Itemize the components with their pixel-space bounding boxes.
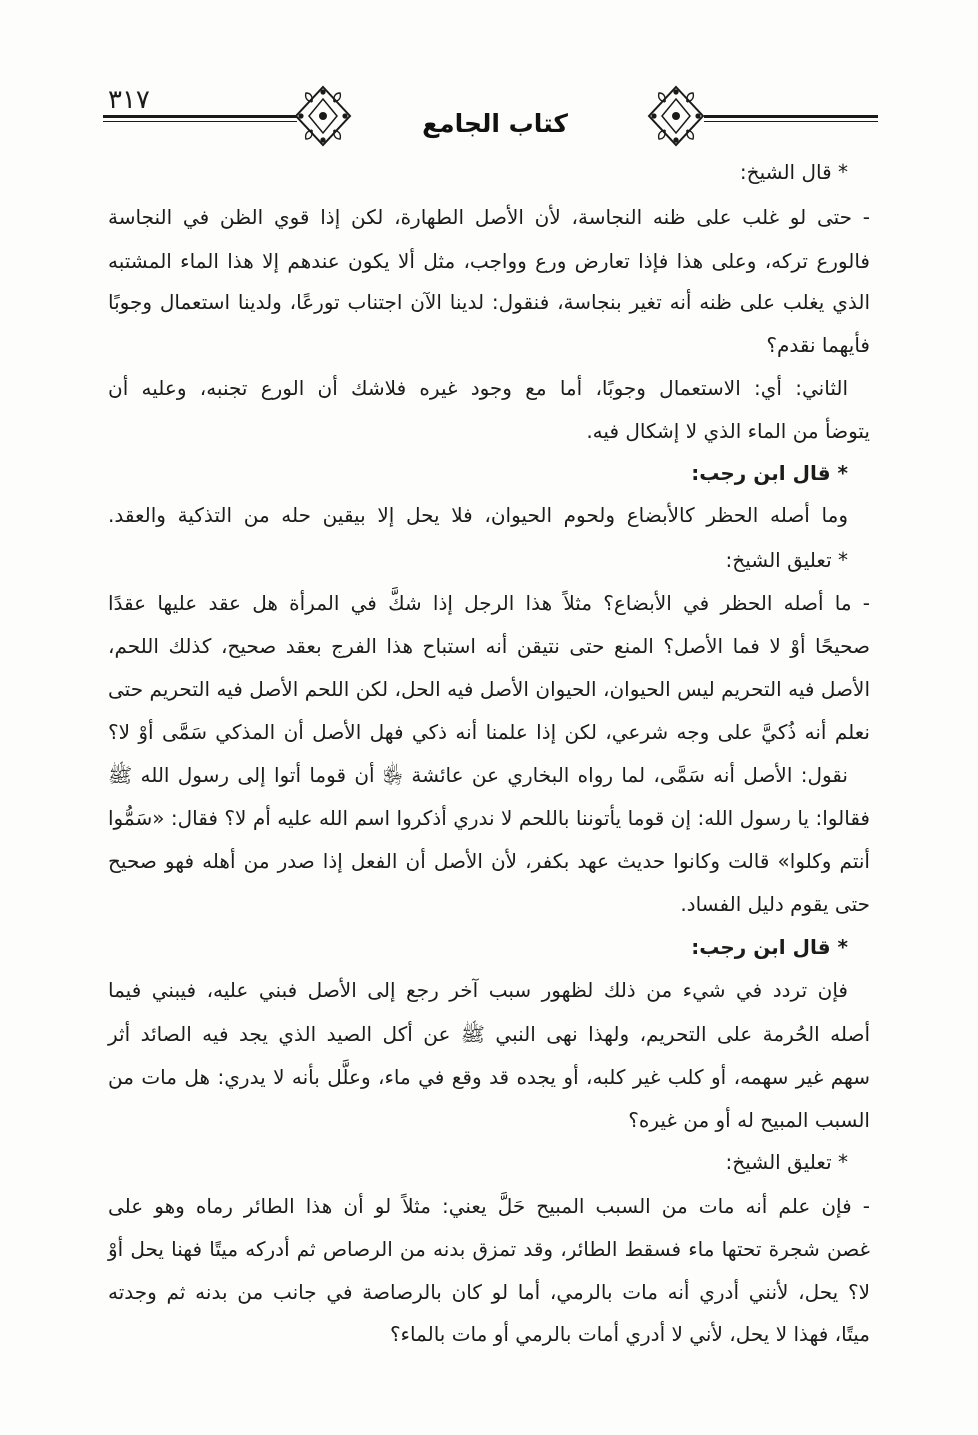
text-line: السبب المبيح له أو من غيره؟ bbox=[628, 1108, 870, 1132]
text-line: صحيحًا أوْ لا فما الأصل؟ المنع حتى نتيقن أنه استباح هذا الفرج بعقد صحيح، كذلك اللحم، bbox=[108, 634, 870, 658]
text-line: يتوضأ من الماء الذي لا إشكال فيه. bbox=[586, 419, 870, 443]
text-line: أصله الحُرمة على التحريم، ولهذا نهى النبي ﷺ عن أكل الصيد الذي يجد فيه الصائد أثر bbox=[108, 1022, 870, 1046]
header-rule-right-thin bbox=[704, 121, 878, 122]
section-heading: * تعليق الشيخ: bbox=[725, 548, 848, 572]
text-line: فقالوا: يا رسول الله: إن قوما يأتوننا باللحم لا ندري أذكروا اسم الله عليه أم لا؟ فقال: «سَمُّوا bbox=[108, 806, 870, 830]
text-line: فإن تردد في شيء من ذلك لظهور سبب آخر رجع إلى الأصل فبني عليه، فيبني فيما bbox=[108, 978, 848, 1002]
section-heading: * قال ابن رجب: bbox=[691, 935, 848, 959]
text-line: - ما أصله الحظر في الأبضاع؟ مثلاً هذا الرجل إذا شكَّ في المرأة هل عقد عليها عقدًا bbox=[108, 591, 870, 615]
text-line: لا؟ يحل، لأنني أدري أنه مات بالرمي، أما لو كان بالرصاصة في جانب من بدنه ثم وجدته bbox=[108, 1280, 870, 1304]
text-line: حتى يقوم دليل الفساد. bbox=[680, 892, 870, 916]
text-line: نقول: الأصل أنه سَمَّى، لما رواه البخاري عن عائشة ﵂ أن قوما أتوا إلى رسول الله ﷺ bbox=[108, 763, 848, 787]
text-line: وما أصله الحظر كالأبضاع ولحوم الحيوان، فلا يحل إلا بيقين حله من التذكية والعقد. bbox=[108, 503, 848, 527]
text-line: أنتم وكلوا» قالت وكانوا حديث عهد بكفر، لأن الأصل أن الفعل إذا صدر من أهله فهو صحيح bbox=[108, 849, 870, 873]
text-line: غصن شجرة تحتها ماء فسقط الطائر، وقد تمزق بدنه من الرصاص ثم أدركه ميتًا فهنا يحل أوْ bbox=[108, 1237, 870, 1261]
section-heading: * قال الشيخ: bbox=[739, 160, 848, 184]
floral-ornament-icon bbox=[645, 84, 707, 148]
text-line: ميتًا، فهذا لا يحل، لأني لا أدري أمات بالرمي أو مات بالماء؟ bbox=[389, 1322, 870, 1346]
text-line: فأيهما نقدم؟ bbox=[766, 333, 870, 357]
page-number: ٣١٧ bbox=[108, 85, 150, 115]
floral-ornament-icon bbox=[292, 84, 354, 148]
text-line: الثاني: أي: الاستعمال وجوبًا، أما مع وجود غيره فلاشك أن الورع تجنبه، وعليه أن bbox=[108, 376, 848, 400]
text-line: نعلم أنه ذُكيَّ على وجه شرعي، لكن إذا علمنا أنه ذكي فهل الأصل أن المذكي سَمَّى أوْ لا؟ bbox=[108, 720, 870, 744]
text-line: سهم غير سهمه، أو كلب غير كلبه، أو يجده قد وقع في ماء، وعلَّل بأنه لا يدري: هل مات من bbox=[108, 1065, 870, 1089]
running-title: كتاب الجامع bbox=[422, 109, 568, 138]
header-rule-left-thin bbox=[103, 121, 297, 122]
header-rule-right bbox=[704, 115, 878, 118]
section-heading: * قال ابن رجب: bbox=[691, 461, 848, 485]
text-line: - حتى لو غلب على ظنه النجاسة، لأن الأصل الطهارة، لكن إذا قوي الظن في النجاسة bbox=[108, 205, 870, 229]
text-line: الأصل فيه التحريم ليس الحيوان، الحيوان الأصل فيه الحل، لكن اللحم الأصل فيه التحريم حتى bbox=[108, 677, 870, 701]
text-line: الذي يغلب على ظنه أنه تغير بنجاسة، فنقول: لدينا الآن اجتناب تورعًا، ولدينا استعمال وجوبًا bbox=[108, 290, 870, 314]
section-heading: * تعليق الشيخ: bbox=[725, 1150, 848, 1174]
text-line: - فإن علم أنه مات من السبب المبيح حَلَّ يعني: مثلاً لو أن هذا الطائر رماه وهو على bbox=[108, 1194, 870, 1218]
text-line: فالورع تركه، وعلى هذا فإذا تعارض ورع وواجب، مثل ألا يكون عندهم إلا هذا الماء المشتبه bbox=[108, 249, 870, 273]
header-rule-left bbox=[103, 115, 297, 118]
